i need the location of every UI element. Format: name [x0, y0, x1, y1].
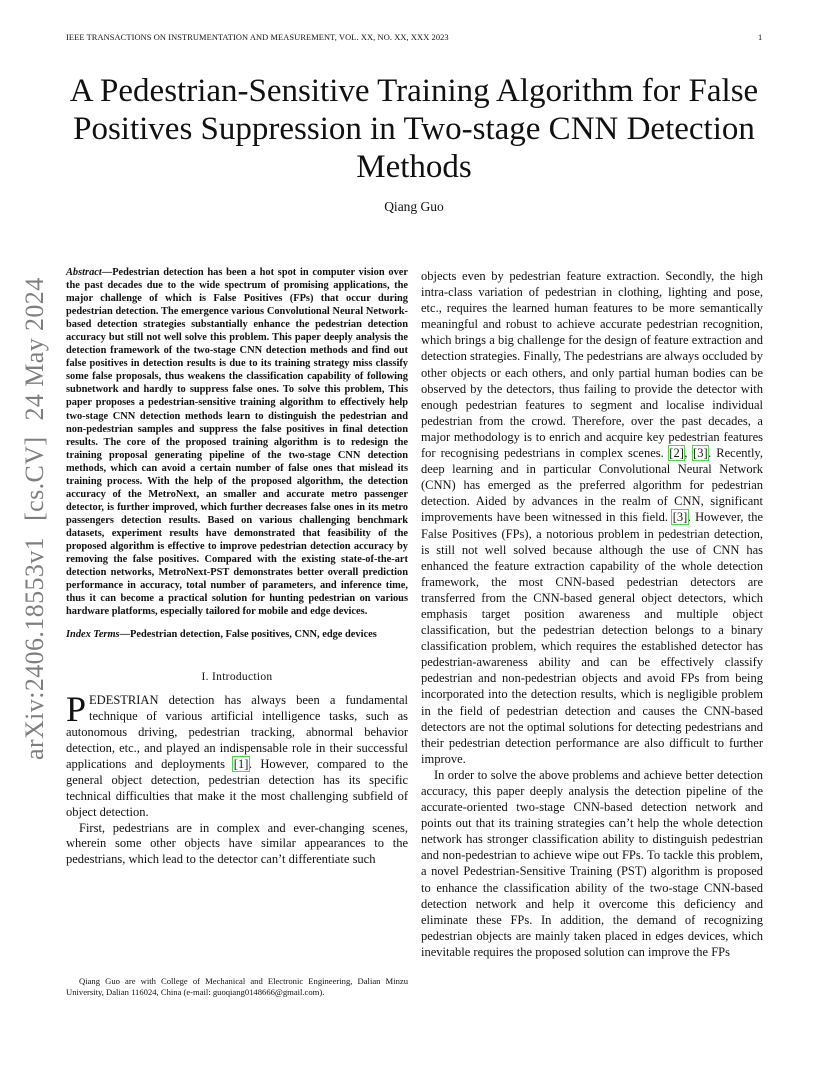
section-heading: I. Introduction	[201, 671, 273, 684]
right-p1-text-c: . However, the False Positives (FPs), a notorious problem in pedestrian detection, is still not well solved because although the use of CNN has enhanced the feature extraction capability of the whole detection framework, the most CNN-based pedestrian detectors are transferred from the CNN-based general object detectors, which emphasis target position awareness and multiple object classification, but the pedestrian detection belongs to a binary classification problem, which requires the established detector has pedestrian-awareness ability and can be effectively classify pedestrian and non-pedestrian objects and avoid FPs from being incorporated into the detection results, which is negligible problem in the field of pedestrian detection and causes the CNN-based detectors are not the optimal solutions for detecting pedestrians and their pedestrian detection performance are also difficult to further improve.	[421, 510, 763, 766]
left-column	[66, 266, 408, 868]
abstract-label: Abstract	[66, 267, 102, 278]
author-name: Qiang Guo	[384, 199, 444, 214]
citation-link[interactable]: [1]	[233, 756, 249, 771]
arxiv-date: 24 May 2024	[20, 277, 49, 421]
arxiv-stamp	[20, 277, 50, 760]
page-number: 1	[758, 33, 763, 42]
index-terms-text: —Pedestrian detection, False positives, CNN, edge devices	[119, 629, 377, 641]
intro-paragraph-1	[66, 689, 408, 820]
citation-link[interactable]: [3]	[672, 510, 688, 525]
citation-link[interactable]: [2]	[669, 446, 684, 461]
citation-separator: ,	[684, 446, 693, 461]
author-footnote: Qiang Guo are with College of Mechanical and Electronic Engineering, Dalian Minzu University, Dalian 116024, China (e-mail: guoqiang0148666@gmail.com).	[66, 976, 408, 998]
abstract-text: —Pedestrian detection has been a hot spot in computer vision over the past decades due to the wide spectrum of promising applications, the major challenge of which is False Positives (FPs) that occur during pedestrian detection. The emergence various Convolutional Neural Network-based detection strategies substantially enhance the pedestrian detection accuracy but still not well solve this problem. This paper deeply analysis the detection framework of the two-stage CNN detection methods and find out false positives in detection results is due to its training strategy miss classify some false proposals, thus weakens the classification capability of following subnetwork and hardly to suppress false ones. To solve this problem, This paper proposes a pedestrian-sensitive training algorithm to effectively help two-stage CNN detection methods learn to distinguish the pedestrian and non-pedestrian samples and suppress the false positives in final detection results. The core of the proposed training algorithm is to redesign the training proposal generating pipeline of the two-stage CNN detection methods, which can avoid a certain number of false ones that mislead its training process. With the help of the proposed algorithm, the detection accuracy of the MetroNext, an smaller and accurate metro passenger detector, is further improved, which further decreases false ones in its metro passengers detection results. Based on various challenging benchmark datasets, experiment results have demonstrated that feasibility of the proposed algorithm is effective to improve pedestrian detection accuracy by removing the false positives. Compared with the existing state-of-the-art detection networks, MetroNext-PST demonstrates better overall prediction performance in accuracy, total number of parameters, and inference time, thus it can become a practical solution for hunting pedestrian on various hardware platforms, especially tailored for mobile and edge devices.	[66, 267, 408, 618]
intro-p1-text-a: EDESTRIAN detection has always been a fundamental technique of various artificial intelligence tasks, such as autonomous driving, pedestrian tracking, abnormal behavior detection, etc., and played an indispensable role in their successful applications and deployments	[66, 693, 408, 771]
right-paragraph-2: In order to solve the above problems and achieve better detection accuracy, this paper deeply analysis the detection pipeline of the accurate-oriented two-stage CNN-based detection network and points out that its training strategies can’t help the whole detection network has stronger classification ability to distinguish pedestrian and non-pedestrian to achieve wipe out FPs. To tackle this problem, a novel Pedestrian-Sensitive Training (PST) algorithm is proposed to enhance the classification ability of the two-stage CNN-based detection network and help it overcome this deficiency and eliminate these FPs. In addition, the demand of recognizing pedestrian objects are mainly taken placed in edges devices, which inevitable requires the proposed solution can improve the FPs	[421, 767, 763, 959]
right-paragraph-1	[421, 268, 763, 767]
citation-link[interactable]: [3]	[693, 446, 708, 461]
intro-p1-text-b: . However, compared to the general object detection, pedestrian detection has its specific technical difficulties that make it the most challenging subfield of object detection.	[66, 756, 408, 819]
running-header: IEEE TRANSACTIONS ON INSTRUMENTATION AND MEASUREMENT, VOL. XX, NO. XX, XXX 2023	[66, 33, 449, 42]
intro-paragraph-2: First, pedestrians are in complex and ever-changing scenes, wherein some other objects have similar appearances to the pedestrians, which lead to the detector can’t differentiate such	[66, 820, 408, 867]
index-terms-label: Index Terms	[66, 629, 120, 641]
arxiv-id: arXiv:2406.18553v1	[20, 536, 49, 760]
drop-cap: P	[66, 689, 87, 730]
right-p1-text-a: objects even by pedestrian feature extraction. Secondly, the high intra-class variation of pedestrian in clothing, lighting and pose, etc., requires the learned human features to be more semantically meaningful and robust to achieve accurate pedestrian recognition, which brings a big challenge for the design of feature extraction and detection strategies. Finally, The pedestrians are always occluded by other objects or each others, and only partial human bodies can be observed by the detectors, thus failing to provide the detector with enough pedestrian features to segment and localise individual pedestrian from the crowd. Therefore, over the past decades, a major methodology is to enrich and acquire key pedestrian features for recognising pedestrians in complex scenes.	[421, 269, 763, 461]
index-terms	[66, 628, 408, 641]
right-column	[421, 268, 763, 960]
arxiv-category: [cs.CV]	[20, 436, 49, 521]
paper-title: A Pedestrian-Sensitive Training Algorithm for False Positives Suppression in Two-stage CNN Detection Methods	[69, 73, 759, 185]
abstract	[66, 266, 408, 618]
right-p1-text-b: . Recently, deep learning and in particular Convolutional Neural Network (CNN) has emerged as the preferred algorithm for pedestrian detection. Aided by advances in the realm of CNN, significant improvements have been witnessed in this field.	[421, 446, 764, 525]
